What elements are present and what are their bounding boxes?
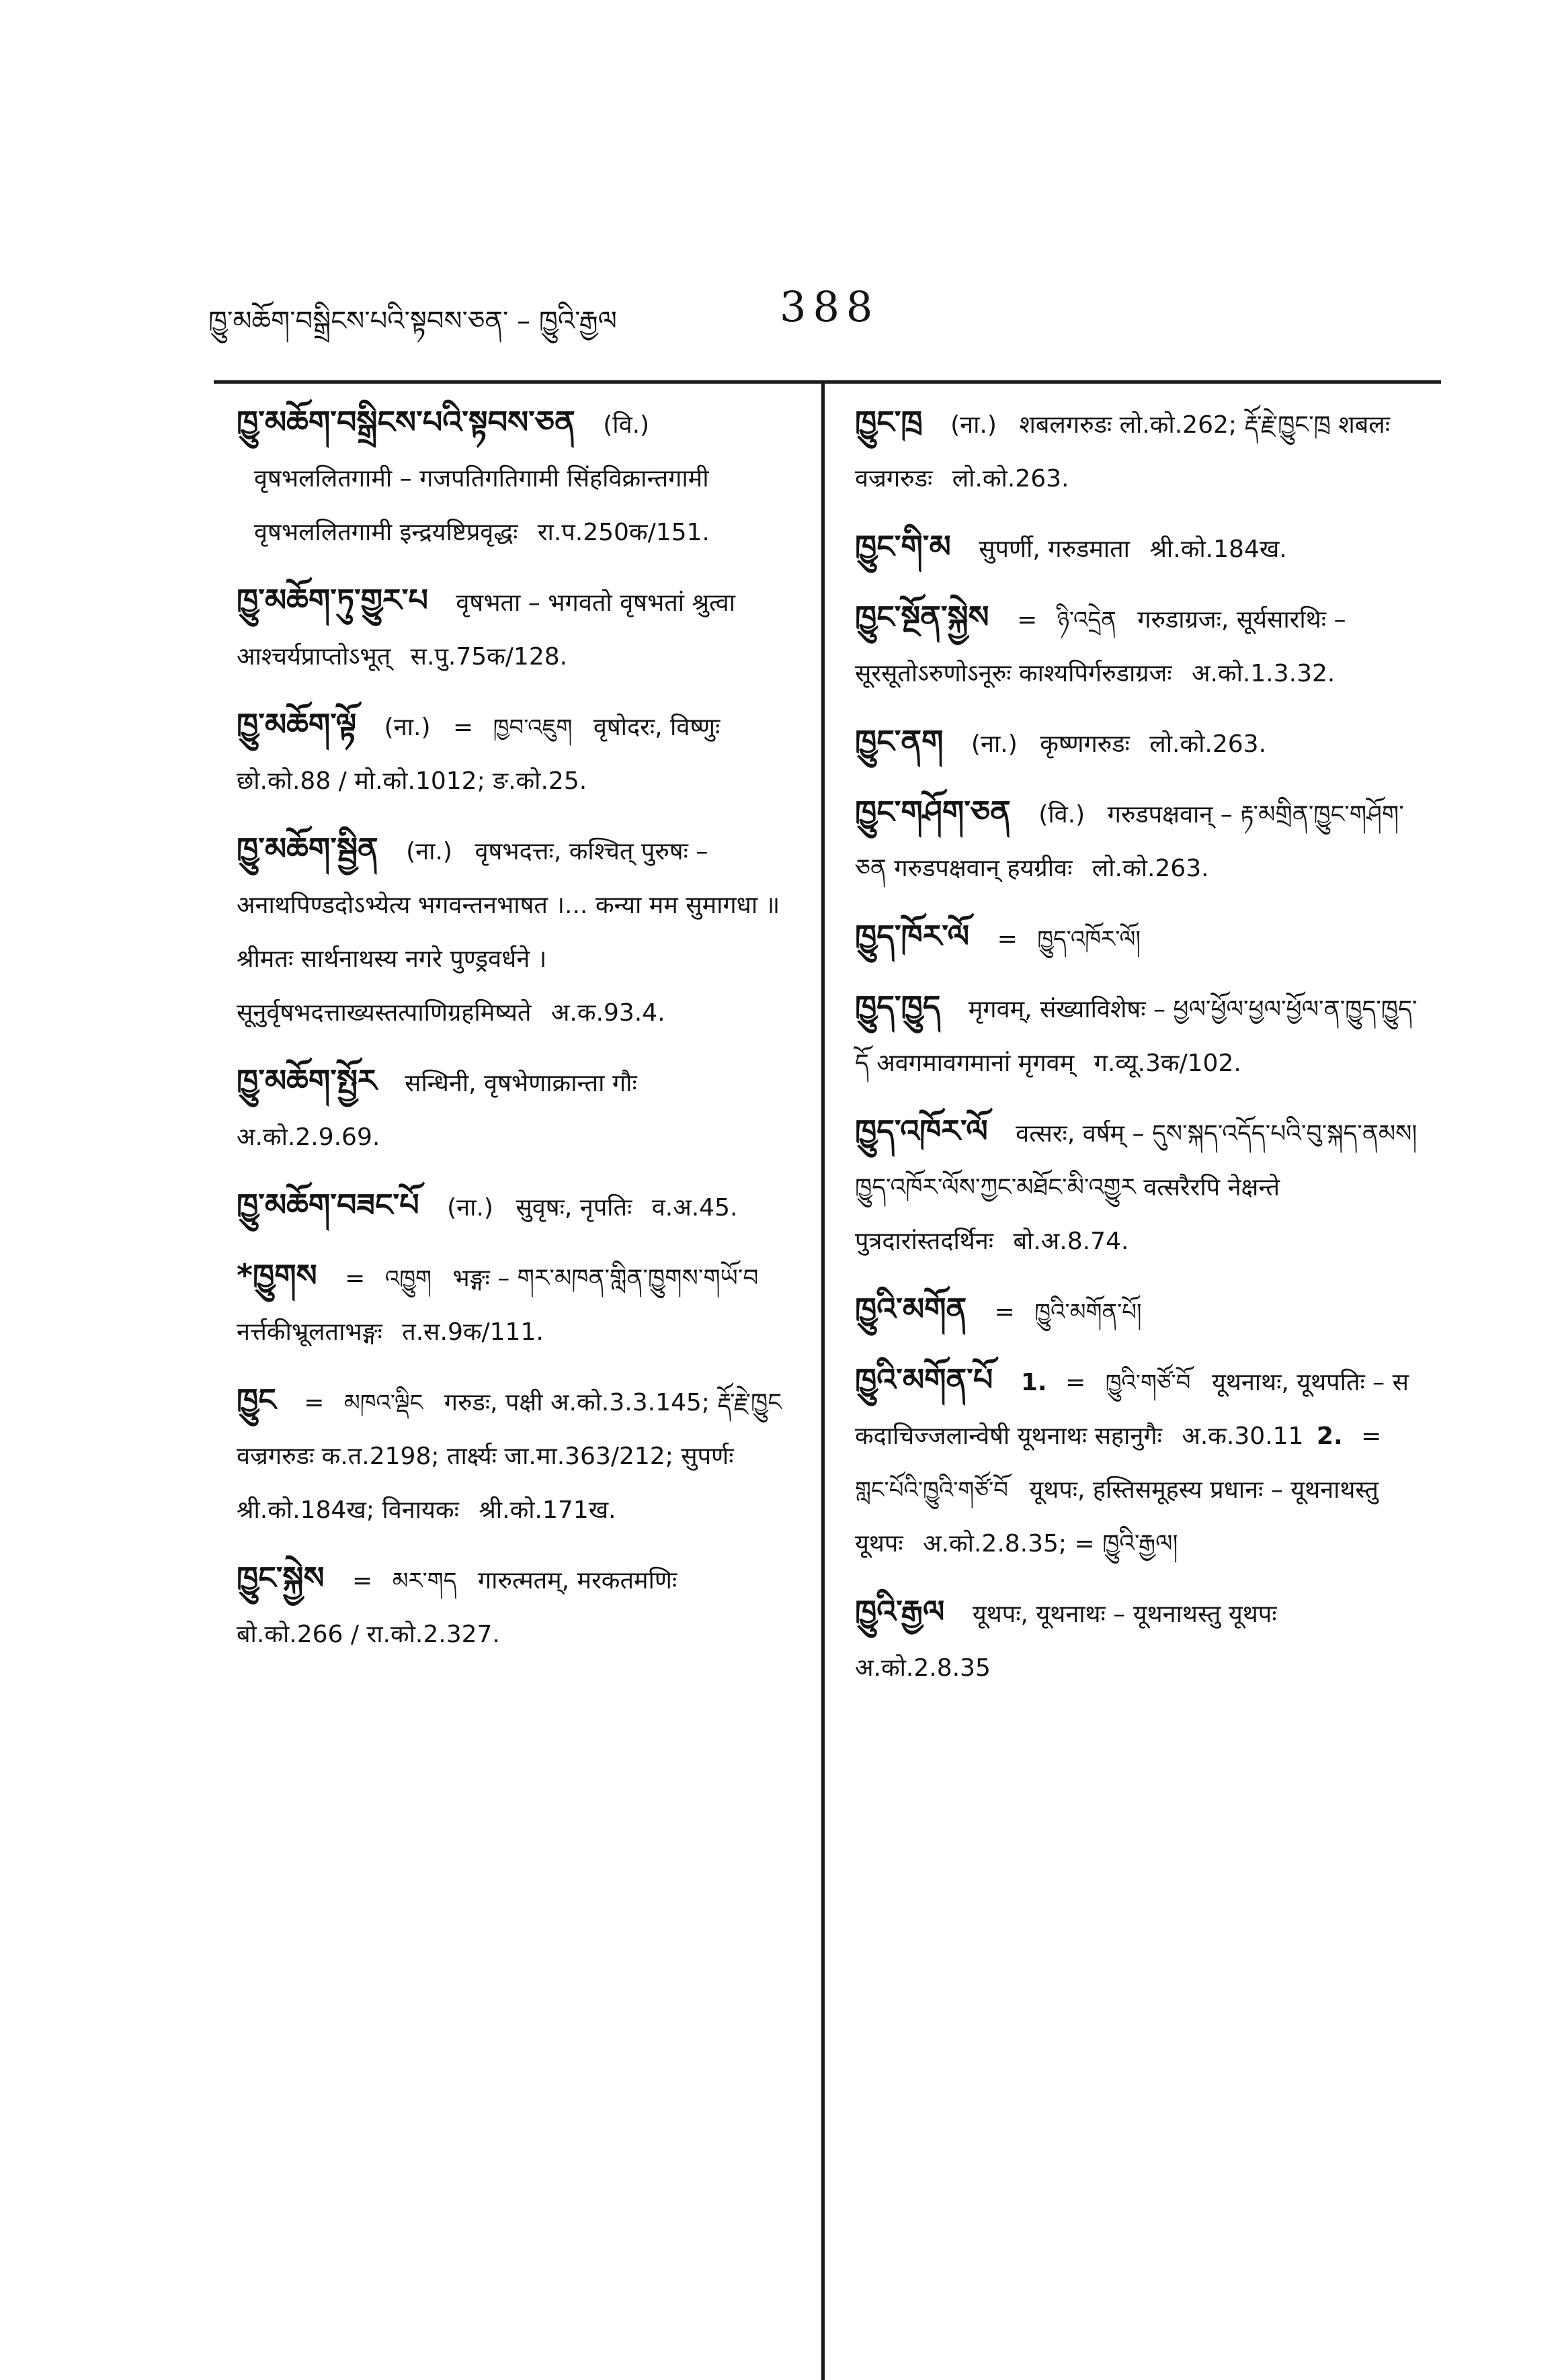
entry-headword: ཁྱུའི་རྒྱལ bbox=[855, 1593, 945, 1629]
right-column bbox=[855, 395, 1420, 1709]
entry-source: अ.क.93.4. bbox=[550, 999, 665, 1027]
sense-number: 1. bbox=[1020, 1369, 1047, 1396]
dictionary-entry bbox=[855, 1353, 1420, 1571]
entry-headword: ཁྱུད་ཁྱུད bbox=[855, 988, 941, 1025]
entry-source: अ.को.2.8.35 bbox=[855, 1654, 991, 1682]
entry-tibetan-synonym: ཉི་འདྲེན bbox=[1057, 607, 1116, 634]
dictionary-entry bbox=[855, 980, 1420, 1091]
entry-headword: ཁྱུ་མཆོག་བསྒྲིངས་པའི་སྟབས་ཅན bbox=[237, 404, 575, 440]
entry-headword: ཁྱུ་མཆོག་སྤྱོར bbox=[237, 1062, 377, 1099]
entry-headword: ཁྱུད་ཁོར་ལོ bbox=[855, 918, 970, 954]
entry-headword: ཁྱུང་གཤོག་ཅན bbox=[855, 794, 1011, 830]
entry-headword: ཁྱུའི་མགོན bbox=[855, 1291, 967, 1327]
entry-headword: ཁྱུང bbox=[237, 1382, 276, 1418]
entry-gloss: गरुडाग्रजः, सूर्यसारथिः – सूरसूतोऽरुणोऽनूरुः काश्यपिर्गरुडाग्रजः bbox=[855, 606, 1346, 687]
entry-grammar: (वि.) bbox=[1038, 801, 1085, 828]
entry-headword: ཁྱུ་མཆོག་བཟང་པོ bbox=[237, 1187, 419, 1223]
entry-equals: = bbox=[352, 1567, 373, 1595]
dictionary-entry bbox=[237, 697, 794, 808]
entry-gloss: सन्धिनी, वृषभेणाक्रान्ता गौः bbox=[405, 1070, 637, 1097]
entry-source: श्री.को.184ख. bbox=[1149, 536, 1287, 563]
entry-headword: ཁྱུང་སྐྱེས bbox=[237, 1560, 325, 1596]
entry-headword: ཁྱུའི་མགོན་པོ bbox=[855, 1361, 993, 1398]
entry-source: श्री.को.171ख. bbox=[479, 1496, 616, 1524]
entry-equals: = bbox=[304, 1389, 325, 1416]
entry-grammar: (ना.) bbox=[971, 730, 1018, 758]
entry-gloss: यूथनाथः, यूथपतिः – स कदाचिज्जलान्वेषी यूथनाथः सहानुगैः bbox=[855, 1369, 1409, 1450]
dictionary-entry bbox=[855, 1282, 1420, 1339]
entry-grammar: (ना.) bbox=[950, 411, 997, 439]
entry-gloss: वृषभता – भगवतो वृषभतां श्रुत्वा आश्चर्यप्राप्तोऽभूत् bbox=[237, 589, 735, 671]
entry-tibetan-synonym: ཁྱུའི་མགོན་པོ། bbox=[1034, 1299, 1142, 1326]
dictionary-entry bbox=[237, 1373, 794, 1537]
entry-tibetan-synonym: འཁྱུག bbox=[384, 1265, 432, 1292]
entry-gloss: मृगवम्, संख्याविशेषः – ཕྱལ་ཕྱོལ་ཕྱལ་ཕྱོལ་ན་ཁྱུད་ཁྱུད་དོ अवगमावगमानां मृगवम् bbox=[855, 996, 1418, 1077]
dictionary-entry bbox=[855, 785, 1420, 896]
entry-headword: ཁྱུང་གི་མ bbox=[855, 528, 951, 564]
entry-source: अ.को.1.3.32. bbox=[1192, 660, 1336, 687]
entry-headword: ཁྱུ་མཆོག་ཏུ་གྱུར་པ bbox=[237, 582, 428, 618]
entry-tibetan-synonym: མཁའ་ལྡིང bbox=[343, 1390, 423, 1416]
dictionary-entry bbox=[855, 909, 1420, 966]
entry-gloss: वृषभदत्तः, कश्चित् पुरुषः – अनाथपिण्डदोऽभ्येत्य भगवन्तनभाषत ।... कन्या मम सुमागधा ॥ श्रीमतः सार्थनाथस्य नगरे पुण्ड्रवर्धने । सूनुर्वृषभदत्ताख्यस्तत्पाणिग्रहमिष्यते bbox=[237, 838, 780, 1027]
entry-grammar: (ना.) bbox=[406, 838, 452, 865]
entry-source: व.अ.45. bbox=[651, 1194, 738, 1222]
entry-gloss: वृषभललितगामी – गजपतिगतिगामी सिंहविक्रान्तगामी वृषभललितगामी इन्द्रयष्टिप्रवृद्धः bbox=[254, 465, 709, 546]
entry-gloss: गरुडः, पक्षी अ.को.3.3.145; རྡོ་རྗེ་ཁྱུང वज्रगरुडः क.त.2198; तार्क्ष्यः जा.मा.363/212; सुपर्णः श्री.को.184ख; विनायकः bbox=[237, 1389, 782, 1524]
entry-equals: = bbox=[345, 1265, 366, 1292]
entry-gloss: वत्सरः, वर्षम् – དུས་སྐད་འདོད་པའི་བུ་སྐད་ནམས། ཁྱུད་འཁོར་ལོས་ཀྱང་མཐོང་མི་འགྱུར वत्सरैरपि नेक्षन्ते पुत्रदारांस्तदर्थिनः bbox=[855, 1120, 1418, 1255]
entry-source: अ.क.30.11 bbox=[1182, 1422, 1304, 1450]
entry-source: त.स.9क/111. bbox=[402, 1318, 544, 1346]
entry-gloss: गारुत्मतम्, मरकतमणिः bbox=[477, 1567, 678, 1595]
entry-tibetan-synonym: གླང་པོའི་ཁྱུའི་གཙོ་བོ bbox=[855, 1477, 1008, 1504]
entry-tibetan-synonym: ཁྱུའི་གཙོ་བོ bbox=[1105, 1369, 1191, 1396]
entry-source: लो.को.263. bbox=[1149, 730, 1267, 758]
entry-source: छो.को.88 / मो.को.1012; ङ.को.25. bbox=[237, 767, 587, 795]
entry-equals: = bbox=[1065, 1369, 1086, 1396]
column-divider bbox=[821, 383, 825, 2380]
dictionary-entry bbox=[237, 395, 794, 560]
entry-source: बो.अ.8.74. bbox=[1013, 1228, 1129, 1255]
entry-headword: ཁྱུ་མཆོག་ལྟོ bbox=[237, 706, 357, 742]
entry-gloss: सुवृषः, नृपतिः bbox=[516, 1194, 632, 1222]
entry-headword: ཁྱུང་སྔོན་སྐྱེས bbox=[855, 599, 989, 635]
entry-headword: ཁྱུང་ཁྲ bbox=[855, 404, 923, 440]
entry-grammar: (ना.) bbox=[447, 1194, 493, 1222]
entry-source: स.पु.75क/128. bbox=[410, 643, 568, 671]
entry-gloss: गरुडपक्षवान् – རྟ་མགྲིན་ཁྱུང་གཤོག་ཅན गरुडपक्षवान् हयग्रीवः bbox=[855, 801, 1404, 882]
entry-tibetan-synonym: ཁྱུད་འཁོར་ལོ། bbox=[1037, 926, 1141, 953]
dictionary-entry bbox=[855, 395, 1420, 506]
dictionary-entry bbox=[237, 1248, 794, 1359]
dictionary-entry bbox=[237, 822, 794, 1040]
page-number: 388 bbox=[780, 282, 880, 331]
dictionary-entry bbox=[237, 1178, 794, 1235]
entry-grammar: (ना.) bbox=[384, 714, 431, 741]
left-column bbox=[237, 395, 794, 1675]
entry-grammar: (वि.) bbox=[603, 411, 650, 439]
dictionary-entry bbox=[237, 1054, 794, 1164]
entry-equals: = bbox=[1017, 606, 1038, 634]
entry-equals: = bbox=[452, 714, 474, 741]
entry-gloss: यूथपः, यूथनाथः – यूथनाथस्तु यूथपः bbox=[972, 1601, 1277, 1628]
entry-tibetan-synonym: མར་གད bbox=[392, 1568, 457, 1595]
dictionary-entry bbox=[237, 573, 794, 684]
entry-equals: = bbox=[1361, 1422, 1382, 1450]
entry-source: रा.प.250क/151. bbox=[537, 519, 710, 546]
running-head bbox=[208, 282, 1338, 336]
entry-gloss: भङ्गः – གར་མཁན་གླིན་ཁྱུགས་གཡོ་བ नर्त्तकीभ्रूलताभङ्गः bbox=[237, 1265, 759, 1346]
dictionary-entry bbox=[855, 590, 1420, 701]
entry-source: ग.व्यू.3क/102. bbox=[1094, 1050, 1241, 1077]
entry-source: अ.को.2.8.35; = ཁྱུའི་རྒྱལ། bbox=[923, 1530, 1178, 1558]
entry-tibetan-synonym: ཁྱབ་འཇུག bbox=[493, 714, 573, 741]
entry-gloss: यूथपः, हस्तिसमूहस्य प्रधानः – यूथनाथस्तु यूथपः bbox=[855, 1476, 1379, 1558]
entry-source: बो.को.266 / रा.को.2.327. bbox=[237, 1621, 500, 1648]
running-head-entry-range: ཁྱུ་མཆོག་བསྒྲིངས་པའི་སྟབས་ཅན་ – ཁྱུའི་རྒྱལ bbox=[208, 306, 617, 337]
entry-gloss: सुपर्णी, गरुडमाता bbox=[979, 536, 1130, 563]
entry-source: अ.को.2.9.69. bbox=[237, 1123, 380, 1151]
entry-gloss: कृष्णगरुडः bbox=[1040, 730, 1130, 758]
entry-headword: *ཁྱུགས bbox=[237, 1257, 317, 1293]
dictionary-entry bbox=[237, 1551, 794, 1662]
entry-gloss: शबलगरुडः लो.को.262; རྡོ་རྗེ་ཁྱུང་ཁྲ शबलः वज्रगरुडः bbox=[855, 411, 1390, 493]
sense-number: 2. bbox=[1316, 1422, 1343, 1450]
dictionary-entry bbox=[855, 519, 1420, 577]
dictionary-entry bbox=[855, 1584, 1420, 1695]
entry-equals: = bbox=[994, 1298, 1015, 1326]
entry-headword: ཁྱུང་ནག bbox=[855, 723, 944, 759]
entry-gloss: वृषोदरः, विष्णुः bbox=[593, 714, 721, 741]
entry-source: लो.को.263. bbox=[1092, 855, 1209, 882]
top-rule bbox=[214, 380, 1441, 384]
entry-headword: ཁྱུད་འཁོར་ལོ bbox=[855, 1113, 988, 1149]
entry-equals: = bbox=[997, 925, 1018, 953]
entry-source: लो.को.263. bbox=[952, 465, 1069, 493]
dictionary-entry bbox=[855, 1104, 1420, 1269]
dictionary-entry bbox=[855, 714, 1420, 771]
entry-headword: ཁྱུ་མཆོག་སྦྱིན bbox=[237, 831, 378, 867]
